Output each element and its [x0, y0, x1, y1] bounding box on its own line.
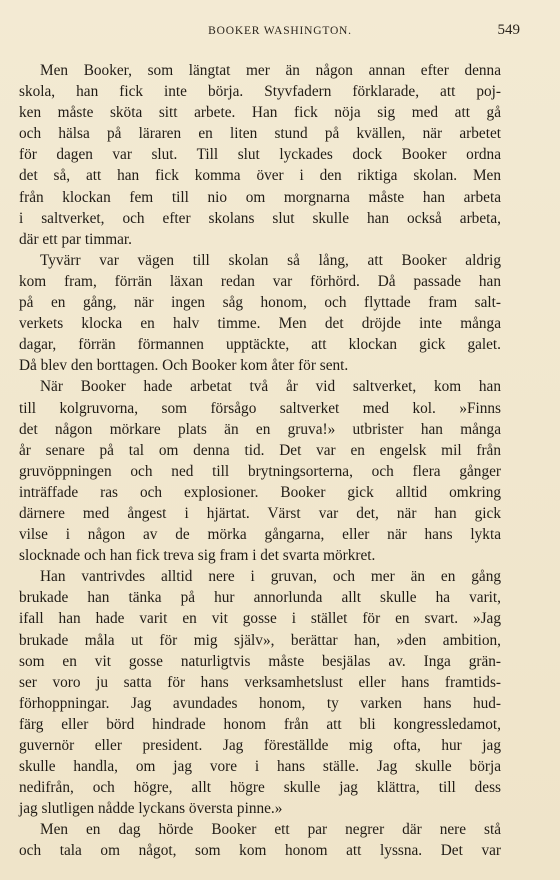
- text-line: förhoppningar. Jag avundades honom, ty varken hans hud-: [19, 694, 501, 712]
- text-line: Tyvärr var vägen till skolan så lång, att Booker aldrig: [40, 251, 501, 269]
- running-head: BOOKER WASHINGTON.: [208, 25, 352, 37]
- text-line: i saltverket, och efter skolans slut skulle han också arbeta,: [19, 209, 501, 227]
- text-line: skola, han fick inte börja. Styvfadern förklarade, att poj-: [19, 83, 501, 101]
- body-text: [19, 60, 501, 862]
- text-line: Men en dag hörde Booker ett par negrer där nere stå: [40, 821, 501, 839]
- text-line: år senare på tal om denna tid. Det var en engelsk mil från: [19, 441, 501, 459]
- text-line: inträffade ras och explosioner. Booker gick alltid omkring: [19, 483, 501, 501]
- text-line: det så, att han fick komma över i den riktiga skolan. Men: [19, 167, 501, 185]
- text-line: brukade måla ut för mig själv», berättar han, »den ambition,: [19, 631, 501, 649]
- text-line: nedifrån, och högre, allt högre skulle jag klättra, till dess: [19, 779, 501, 797]
- text-line: där ett par timmar.: [19, 230, 132, 248]
- page-number: 549: [497, 22, 520, 38]
- text-line: från klockan fem till nio om morgnarna måste han arbeta: [19, 188, 501, 206]
- text-line: till kolgruvorna, som försågo saltverket med kol. »Finns: [19, 399, 501, 417]
- text-line: ifall han hade varit en vit gosse i stället för en svart. »Jag: [19, 610, 501, 628]
- text-line: ken måste sköta sitt arbete. Han fick nöja sig med att gå: [19, 104, 501, 122]
- text-line: kom fram, förrän läxan redan var förhörd. Då passade han: [19, 272, 501, 290]
- text-line: Då blev den borttagen. Och Booker kom åter för sent.: [19, 357, 349, 375]
- text-line: därnere med ångest i hjärtat. Värst var det, när han gick: [19, 504, 501, 522]
- text-line: guvernör eller president. Jag föreställde mig ofta, hur jag: [19, 737, 501, 754]
- text-line: gruvöppningen och ned till brytningsorterna, och flera gånger: [19, 462, 501, 480]
- text-line: skulle handla, om jag vore i hans ställe. Jag skulle börja: [19, 758, 501, 776]
- text-line: och tala om något, som kom honom att lyssna. Det var: [19, 842, 501, 860]
- text-line: och hälsa på läraren en liten stund på kvällen, när arbetet: [19, 125, 501, 143]
- page-header: [40, 22, 520, 44]
- text-line: ser voro ju satta för hans verksamhetslust eller hans framtids-: [19, 673, 501, 691]
- text-line: slocknade och han fick treva sig fram i det svarta mörkret.: [19, 547, 376, 565]
- text-line: verkets klocka en halv timme. Men det dröjde inte många: [19, 315, 501, 333]
- text-line: brukade han tänka på hur annorlunda allt skulle ha varit,: [19, 589, 501, 607]
- text-line: som en vit gosse naturligtvis måste besjälas av. Inga grän-: [19, 652, 501, 670]
- text-line: Han vantrivdes alltid nere i gruvan, och mer än en gång: [40, 568, 501, 586]
- text-line: jag slutligen nådde lyckans översta pinne.»: [19, 800, 283, 818]
- text-line: dagar, förrän förmannen upptäckte, att klockan gick galet.: [19, 336, 501, 354]
- text-line: När Booker hade arbetat två år vid saltverket, kom han: [40, 378, 501, 396]
- text-line: på en gång, när ingen såg honom, och flyttade fram salt-: [19, 294, 501, 312]
- text-line: vilse i någon av de mörka gångarna, eller när hans lykta: [19, 526, 501, 544]
- text-line: färg eller börd hindrade honom från att bli kongressledamot,: [19, 715, 501, 733]
- text-line: det någon mörkare plats än en gruva!» utbrister han många: [19, 420, 501, 438]
- text-line: Men Booker, som längtat mer än någon annan efter denna: [40, 62, 501, 79]
- text-line: för dagen var slut. Till slut lyckades dock Booker ordna: [19, 146, 501, 164]
